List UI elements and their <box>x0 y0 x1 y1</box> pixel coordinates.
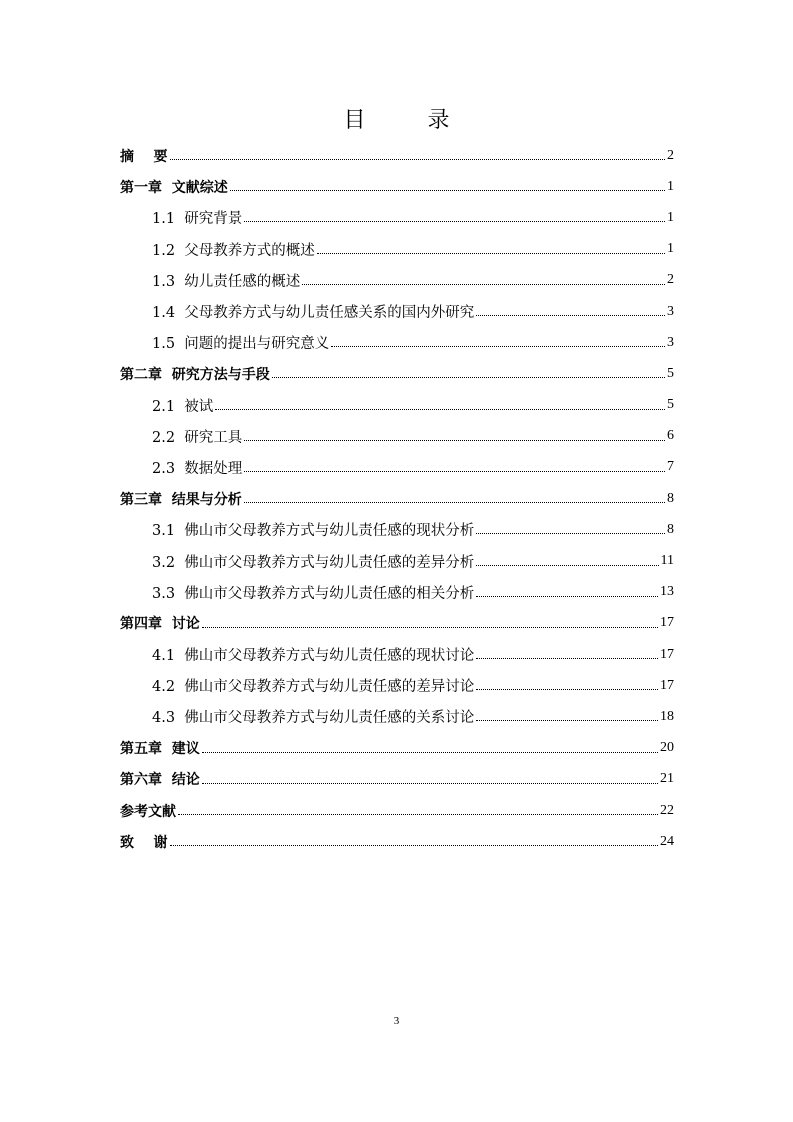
toc-entry-10[interactable] <box>120 421 674 452</box>
toc-entry-page: 11 <box>660 553 674 569</box>
toc-dot-leader <box>476 533 665 534</box>
toc-dot-leader <box>302 284 665 285</box>
toc-entry-label: 摘 要 <box>120 148 168 165</box>
toc-entry-1[interactable] <box>120 140 674 171</box>
toc-entry-8[interactable] <box>120 358 674 389</box>
toc-entry-page: 6 <box>667 428 674 444</box>
toc-entry-label: 1.3 幼儿责任感的概述 <box>152 273 301 290</box>
toc-entry-label: 第四章 讨论 <box>120 616 200 633</box>
toc-entry-page: 7 <box>667 459 674 475</box>
toc-entry-label: 2.2 研究工具 <box>152 429 243 446</box>
toc-dot-leader <box>170 845 659 846</box>
toc-entry-page: 1 <box>667 241 674 257</box>
toc-dot-leader <box>202 627 658 628</box>
toc-entry-label: 2.3 数据处理 <box>152 460 243 477</box>
toc-dot-leader <box>244 221 665 222</box>
toc-entry-7[interactable] <box>120 327 674 358</box>
toc-entry-label: 第二章 研究方法与手段 <box>120 366 270 383</box>
toc-entry-4[interactable] <box>120 234 674 265</box>
toc-entry-label: 1.1 研究背景 <box>152 211 243 228</box>
toc-entry-17[interactable] <box>120 639 674 670</box>
toc-entry-21[interactable] <box>120 764 674 795</box>
toc-dot-leader <box>244 502 665 503</box>
toc-entry-11[interactable] <box>120 452 674 483</box>
toc-entry-label: 参考文献 <box>120 803 176 820</box>
toc-entry-label: 3.3 佛山市父母教养方式与幼儿责任感的相关分析 <box>152 585 475 602</box>
toc-entry-label: 4.2 佛山市父母教养方式与幼儿责任感的差异讨论 <box>152 679 475 696</box>
toc-entry-6[interactable] <box>120 296 674 327</box>
toc-entry-page: 20 <box>660 740 674 756</box>
toc-entry-label: 致 谢 <box>120 834 168 851</box>
toc-entry-label: 第五章 建议 <box>120 741 200 758</box>
toc-entry-page: 1 <box>667 209 674 225</box>
toc-entry-12[interactable] <box>120 483 674 514</box>
toc-entry-label: 第一章 文献综述 <box>120 179 228 196</box>
toc-entry-18[interactable] <box>120 670 674 701</box>
toc-entry-23[interactable] <box>120 826 674 857</box>
toc-dot-leader <box>476 565 658 566</box>
toc-entry-page: 2 <box>667 147 674 163</box>
toc-entry-page: 3 <box>667 334 674 350</box>
toc-dot-leader <box>272 377 665 378</box>
toc-dot-leader <box>244 471 665 472</box>
toc-entry-page: 13 <box>660 584 674 600</box>
toc-dot-leader <box>476 689 658 690</box>
toc-entry-page: 17 <box>660 646 674 662</box>
toc-dot-leader <box>178 814 658 815</box>
toc-dot-leader <box>202 752 658 753</box>
toc-entry-page: 17 <box>660 677 674 693</box>
toc-dot-leader <box>476 596 658 597</box>
toc-entry-label: 4.3 佛山市父母教养方式与幼儿责任感的关系讨论 <box>152 710 475 727</box>
toc-dot-leader <box>244 440 665 441</box>
toc-entry-19[interactable] <box>120 701 674 732</box>
toc-dot-leader <box>202 783 658 784</box>
toc-dot-leader <box>331 346 665 347</box>
toc-entry-15[interactable] <box>120 577 674 608</box>
toc-entry-page: 18 <box>660 708 674 724</box>
toc-entry-label: 1.4 父母教养方式与幼儿责任感关系的国内外研究 <box>152 305 475 322</box>
toc-entry-page: 21 <box>660 771 674 787</box>
toc-entry-13[interactable] <box>120 514 674 545</box>
toc-entry-2[interactable] <box>120 171 674 202</box>
toc-entry-16[interactable] <box>120 608 674 639</box>
toc-entry-22[interactable] <box>120 795 674 826</box>
table-of-contents <box>120 140 674 857</box>
toc-dot-leader <box>170 159 666 160</box>
toc-entry-page: 8 <box>667 521 674 537</box>
toc-entry-page: 1 <box>667 178 674 194</box>
toc-dot-leader <box>476 720 658 721</box>
toc-entry-page: 5 <box>667 365 674 381</box>
toc-entry-label: 1.5 问题的提出与研究意义 <box>152 336 330 353</box>
toc-entry-page: 24 <box>660 833 674 849</box>
page-number: 3 <box>393 1015 400 1027</box>
toc-entry-label: 3.1 佛山市父母教养方式与幼儿责任感的现状分析 <box>152 523 475 540</box>
toc-dot-leader <box>215 409 665 410</box>
toc-entry-3[interactable] <box>120 202 674 233</box>
toc-entry-5[interactable] <box>120 265 674 296</box>
toc-entry-page: 22 <box>660 802 674 818</box>
toc-entry-14[interactable] <box>120 545 674 576</box>
toc-entry-page: 3 <box>667 303 674 319</box>
toc-entry-label: 第六章 结论 <box>120 772 200 789</box>
toc-dot-leader <box>476 658 658 659</box>
toc-entry-page: 2 <box>667 272 674 288</box>
page-title: 目 录 <box>343 108 466 133</box>
toc-entry-page: 5 <box>667 397 674 413</box>
toc-entry-page: 8 <box>667 490 674 506</box>
toc-dot-leader <box>230 190 665 191</box>
toc-entry-label: 1.2 父母教养方式的概述 <box>152 242 315 259</box>
toc-entry-label: 3.2 佛山市父母教养方式与幼儿责任感的差异分析 <box>152 554 475 571</box>
toc-entry-label: 2.1 被试 <box>152 398 214 415</box>
toc-entry-label: 4.1 佛山市父母教养方式与幼儿责任感的现状讨论 <box>152 648 475 665</box>
toc-entry-label: 第三章 结果与分析 <box>120 491 242 508</box>
toc-entry-20[interactable] <box>120 733 674 764</box>
toc-dot-leader <box>317 253 665 254</box>
toc-dot-leader <box>476 315 665 316</box>
toc-entry-9[interactable] <box>120 390 674 421</box>
toc-entry-page: 17 <box>660 615 674 631</box>
